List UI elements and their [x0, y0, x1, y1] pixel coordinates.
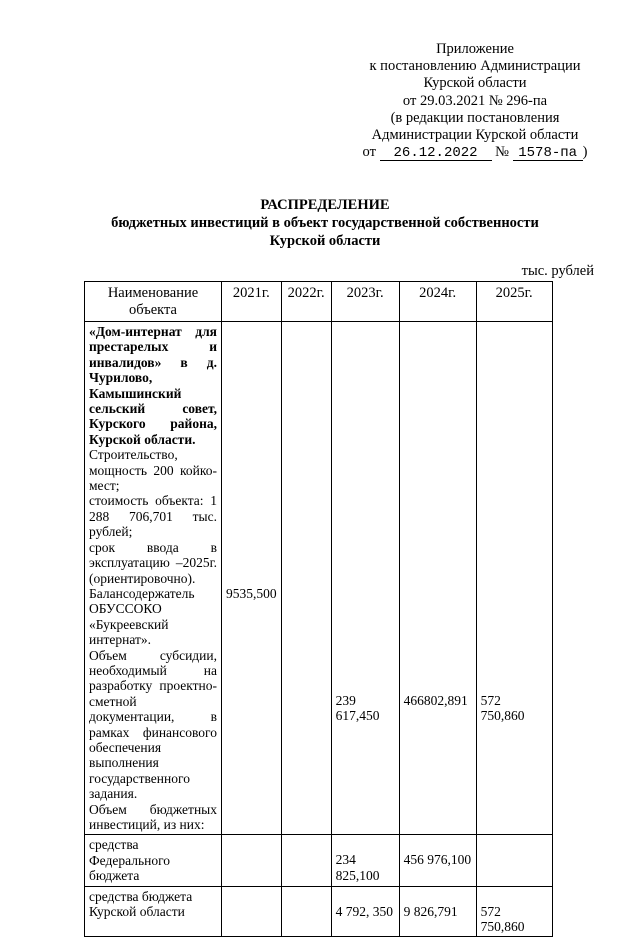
federal-2021 — [222, 835, 282, 886]
regional-2023-value: 4 792, 350 — [335, 903, 393, 919]
object-title: «Дом-интернат для престарелых и инвалидов» в д. Чурилово, Камышинский сельский совет, Курского района, Курской области. — [89, 324, 217, 447]
regional-2021 — [222, 886, 282, 937]
cell-2023 — [331, 322, 399, 835]
subsidy-2021: 9535,500 — [226, 586, 277, 601]
cell-2025 — [476, 322, 552, 835]
header-line-edition: (в редакции постановления — [390, 109, 560, 126]
title-line-2: бюджетных инвестиций в объект государственной собственности — [111, 215, 539, 231]
federal-2024 — [399, 835, 476, 886]
regional-2023 — [331, 886, 399, 937]
regional-label: средства бюджета Курской области — [85, 886, 222, 937]
cell-2022 — [281, 322, 331, 835]
regional-2024-value: 9 826,791 — [403, 903, 458, 919]
approval-header — [340, 41, 610, 161]
amendment-number: 1578-па — [513, 146, 583, 161]
federal-label: средства Федерального бюджета — [85, 835, 222, 886]
object-capacity: Строительство, мощность 200 койко-мест; — [89, 447, 217, 494]
object-deadline: срок ввода в эксплуатацию –2025г. (ориентировочно). — [89, 539, 217, 586]
federal-2022 — [281, 835, 331, 886]
header-line-original-date: от 29.03.2021 № 296-па — [402, 92, 548, 109]
header-2024: 2024г. — [399, 282, 476, 322]
regional-2025-value: 572 750,860 — [480, 903, 525, 935]
federal-2025 — [476, 835, 552, 886]
investments-2025: 572 750,860 — [480, 693, 525, 724]
cell-2024 — [399, 322, 476, 835]
close-paren: ) — [582, 144, 588, 161]
title-line-3: Курской области — [269, 233, 381, 249]
table-row-object — [85, 322, 553, 835]
investments-2023: 239 617,450 — [335, 693, 380, 724]
federal-2023-value: 234 825,100 — [335, 852, 380, 883]
investments-2024: 466802,891 — [403, 693, 468, 708]
regional-2024 — [399, 886, 476, 937]
table-row-federal — [85, 835, 553, 886]
cell-2021 — [222, 322, 282, 835]
object-description — [85, 322, 222, 835]
header-2025: 2025г. — [476, 282, 552, 322]
header-line-region: Курской области — [423, 75, 527, 92]
amendment-date: 26.12.2022 — [380, 146, 492, 161]
header-2023: 2023г. — [331, 282, 399, 322]
object-subsidy: Объем субсидии, необходимый на разработку проектно-сметной документации, в рамках финансового обеспечения выполнения государственного задания. — [89, 647, 217, 802]
header-line-amendment — [340, 144, 610, 161]
units-label: тыс. рублей — [521, 263, 594, 279]
object-cost: стоимость объекта: 1 288 706,701 тыс. рублей; — [89, 493, 217, 540]
header-2021: 2021г. — [222, 282, 282, 322]
number-prefix: № — [495, 144, 510, 161]
object-investments: Объем бюджетных инвестиций, из них: — [89, 801, 217, 832]
table-row-regional — [85, 886, 553, 937]
title-line-1: РАСПРЕДЕЛЕНИЕ — [260, 197, 390, 213]
investment-table — [84, 281, 553, 937]
date-prefix: от — [362, 144, 376, 161]
document-title — [90, 196, 560, 250]
header-name: Наименование объекта — [85, 282, 222, 322]
header-line-decree: к постановлению Администрации — [369, 58, 581, 75]
federal-2023 — [331, 835, 399, 886]
object-holder: Балансодержатель ОБУССОКО «Букреевский интернат». — [89, 585, 195, 648]
header-2022: 2022г. — [281, 282, 331, 322]
header-line-administration: Администрации Курской области — [371, 127, 579, 144]
regional-2025 — [476, 886, 552, 937]
header-line-appendix: Приложение — [436, 41, 514, 57]
federal-2024-value: 456 976,100 — [403, 852, 472, 868]
table-header-row — [85, 282, 553, 322]
regional-2022 — [281, 886, 331, 937]
